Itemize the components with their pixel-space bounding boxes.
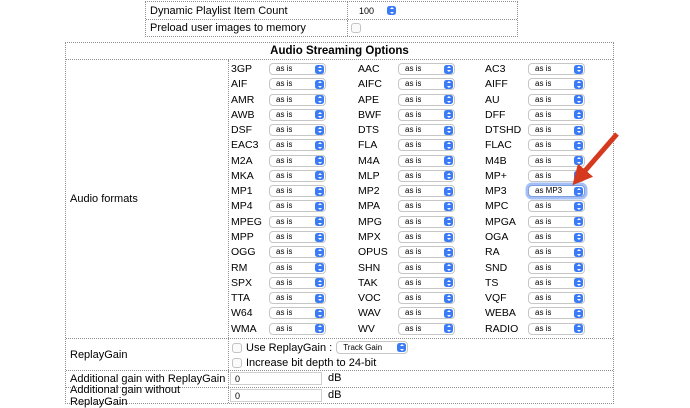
select-value: as is: [405, 64, 422, 73]
format-select-VOC[interactable]: [398, 292, 455, 304]
stepper-icon: [315, 217, 324, 226]
stepper-icon: [444, 233, 453, 242]
stepper-icon: [574, 233, 583, 242]
format-label-APE: APE: [358, 93, 380, 106]
stepper-icon: [315, 202, 324, 211]
select-value: as is: [535, 262, 552, 272]
select-value: as is: [535, 247, 552, 257]
format-select-AIFF[interactable]: [528, 78, 585, 90]
format-select-APE[interactable]: [398, 94, 455, 106]
format-label-OGA: OGA: [485, 231, 509, 244]
format-select-AWB[interactable]: [269, 109, 326, 121]
format-label-WMA: WMA: [231, 322, 257, 335]
select-value: as is: [405, 323, 422, 333]
stepper-icon: [444, 309, 453, 318]
select-value: as is: [405, 155, 422, 165]
audio-formats-row: [66, 60, 613, 338]
use-replaygain-label: Use ReplayGain :: [246, 341, 333, 354]
select-value: as is: [405, 140, 422, 150]
select-value: as is: [535, 79, 552, 89]
format-label-WAV: WAV: [358, 307, 381, 320]
format-select-BWF[interactable]: [398, 109, 455, 121]
format-label-DSF: DSF: [231, 124, 252, 137]
stepper-icon: [574, 294, 583, 303]
stepper-icon: [397, 343, 406, 352]
stepper-icon: [444, 80, 453, 89]
stepper-icon: [574, 248, 583, 257]
format-label-MPC: MPC: [485, 200, 509, 213]
format-label-VOC: VOC: [358, 292, 381, 305]
format-select-OPUS[interactable]: [398, 246, 455, 258]
setting-label: Preload user images to memory: [146, 20, 348, 36]
gain-with-input[interactable]: [230, 372, 322, 385]
gain-row-label: Additional gain without ReplayGain: [66, 388, 229, 403]
stepper-icon: [315, 248, 324, 257]
format-select-WMA[interactable]: [269, 323, 326, 335]
format-select-M4B[interactable]: [528, 155, 585, 167]
format-label-MP3: MP3: [485, 185, 507, 198]
select-value: as is: [276, 293, 293, 303]
format-select-AIF[interactable]: [269, 78, 326, 90]
audio-streaming-options-table: [65, 42, 614, 408]
format-row: [229, 322, 613, 337]
bitdepth-label: Increase bit depth to 24-bit: [246, 356, 377, 369]
format-label-AAC: AAC: [358, 63, 380, 75]
select-value: as is: [405, 170, 422, 180]
format-label-AIF: AIF: [231, 78, 248, 91]
stepper-icon: [315, 65, 324, 74]
format-select-RA[interactable]: [528, 246, 585, 258]
use-replaygain-checkbox[interactable]: [232, 343, 242, 353]
playlist-settings-table: [145, 1, 518, 37]
format-select-MLP[interactable]: [398, 170, 455, 182]
stepper-icon: [574, 126, 583, 135]
select-value: as is: [405, 308, 422, 318]
format-row: [229, 291, 613, 306]
format-select-TS[interactable]: [528, 277, 585, 289]
format-select-AIFC[interactable]: [398, 78, 455, 90]
stepper-icon: [315, 294, 324, 303]
select-value: as is: [535, 232, 552, 242]
format-select-WEBA[interactable]: [528, 307, 585, 319]
format-row: [229, 276, 613, 291]
stepper-icon: [444, 248, 453, 257]
format-select-DTSHD[interactable]: [528, 124, 585, 136]
format-select-M4A[interactable]: [398, 155, 455, 167]
format-row: [229, 138, 613, 153]
format-label-MPX: MPX: [358, 231, 381, 244]
format-label-FLA: FLA: [358, 139, 378, 152]
preload-images-checkbox[interactable]: [351, 23, 361, 33]
stepper-icon: [444, 187, 453, 196]
select-value: as is: [405, 186, 422, 196]
format-select-MPG[interactable]: [398, 216, 455, 228]
select-value: as is: [405, 277, 422, 287]
format-select-SPX[interactable]: [269, 277, 326, 289]
stepper-icon: [315, 95, 324, 104]
format-label-MPEG: MPEG: [231, 215, 262, 228]
select-value: as is: [405, 94, 422, 104]
bitdepth-checkbox[interactable]: [232, 358, 242, 368]
select-value: as is: [276, 201, 293, 211]
select-value: as is: [276, 155, 293, 165]
format-row: [229, 230, 613, 245]
format-select-MP3[interactable]: [528, 185, 585, 197]
format-select-M2A[interactable]: [269, 155, 326, 167]
stepper-icon: [574, 110, 583, 119]
format-select-MP+[interactable]: [528, 170, 585, 182]
select-value: as is: [405, 247, 422, 257]
stepper-icon: [315, 233, 324, 242]
format-select-MPP[interactable]: [269, 231, 326, 243]
format-select-MPA[interactable]: [398, 200, 455, 212]
stepper-icon: [315, 324, 324, 333]
select-value: as is: [535, 293, 552, 303]
stepper-icon: [574, 156, 583, 165]
select-value: as is: [276, 277, 293, 287]
format-select-MPGA[interactable]: [528, 216, 585, 228]
stepper-icon: [444, 126, 453, 135]
format-label-DTS: DTS: [358, 124, 379, 137]
setting-row-preload-images: [146, 19, 517, 36]
format-label-RADIO: RADIO: [485, 322, 519, 335]
format-label-RA: RA: [485, 246, 500, 259]
format-label-AC3: AC3: [485, 63, 506, 75]
format-label-FLAC: FLAC: [485, 139, 512, 152]
format-label-VQF: VQF: [485, 292, 507, 305]
format-row: [229, 215, 613, 230]
stepper-icon: [444, 65, 453, 74]
format-select-MPX[interactable]: [398, 231, 455, 243]
select-value: as is: [276, 216, 293, 226]
select-value: as is: [276, 64, 293, 73]
format-row: [229, 77, 613, 92]
stepper-icon: [574, 309, 583, 318]
replaygain-mode-select[interactable]: [336, 341, 408, 354]
format-row: [229, 154, 613, 169]
playlist-count-value: 100: [359, 5, 375, 16]
format-label-TAK: TAK: [358, 276, 378, 289]
format-label-EAC3: EAC3: [231, 139, 259, 152]
select-value: as is: [276, 109, 293, 119]
stepper-icon: [574, 141, 583, 150]
format-row: [229, 169, 613, 184]
stepper-icon: [444, 95, 453, 104]
format-label-M4A: M4A: [358, 154, 380, 167]
format-label-3GP: 3GP: [231, 63, 253, 75]
stepper-icon: [444, 171, 453, 180]
select-value: as is: [405, 262, 422, 272]
format-select-DSF[interactable]: [269, 124, 326, 136]
select-value: Track Gain: [343, 342, 383, 352]
format-select-MKA[interactable]: [269, 170, 326, 182]
format-select-MP2[interactable]: [398, 185, 455, 197]
stepper-icon: [444, 217, 453, 226]
select-value: as is: [276, 247, 293, 257]
format-select-AC3[interactable]: [528, 63, 585, 75]
format-row: [229, 93, 613, 108]
gain-without-replaygain-row: [66, 383, 613, 408]
format-row: [229, 108, 613, 123]
format-row: [229, 62, 613, 77]
format-label-SHN: SHN: [358, 261, 381, 274]
format-select-AMR[interactable]: [269, 94, 326, 106]
format-label-M2A: M2A: [231, 154, 253, 167]
stepper-icon: [574, 65, 583, 74]
stepper-icon: [315, 309, 324, 318]
format-label-BWF: BWF: [358, 108, 382, 121]
stepper-icon: [444, 141, 453, 150]
stepper-icon: [574, 217, 583, 226]
format-label-MP1: MP1: [231, 185, 253, 198]
select-value: as is: [276, 94, 293, 104]
stepper-icon: [315, 141, 324, 150]
format-select-AAC[interactable]: [398, 63, 455, 75]
replaygain-row: [66, 338, 613, 370]
setting-row-playlist-count: [146, 2, 517, 19]
stepper-icon: [315, 171, 324, 180]
format-select-MPC[interactable]: [528, 200, 585, 212]
select-value: as is: [535, 125, 552, 135]
format-label-MPP: MPP: [231, 231, 254, 244]
select-value: as is: [535, 308, 552, 318]
format-row: [229, 199, 613, 214]
format-select-MPEG[interactable]: [269, 216, 326, 228]
select-value: as is: [405, 109, 422, 119]
stepper-icon: [574, 187, 583, 196]
format-label-OPUS: OPUS: [358, 246, 388, 259]
stepper-icon: [315, 263, 324, 272]
setting-label: Dynamic Playlist Item Count: [146, 2, 348, 19]
select-value: as is: [405, 216, 422, 226]
select-value: as is: [276, 170, 293, 180]
stepper-icon: [574, 324, 583, 333]
format-label-AMR: AMR: [231, 93, 255, 106]
format-label-WEBA: WEBA: [485, 307, 516, 320]
section-header: Audio Streaming Options: [66, 43, 613, 60]
stepper-icon: [444, 278, 453, 287]
format-select-SHN[interactable]: [398, 262, 455, 274]
select-value: as MP3: [535, 186, 563, 196]
select-value: as is: [535, 170, 552, 180]
format-label-MP4: MP4: [231, 200, 253, 213]
select-value: as is: [535, 277, 552, 287]
format-label-OGG: OGG: [231, 246, 256, 259]
select-value: as is: [535, 140, 552, 150]
format-select-FLA[interactable]: [398, 139, 455, 151]
select-value: as is: [405, 232, 422, 242]
format-row: [229, 261, 613, 276]
stepper-icon: [315, 278, 324, 287]
format-label-AWB: AWB: [231, 108, 255, 121]
stepper-icon: [315, 110, 324, 119]
format-select-SND[interactable]: [528, 262, 585, 274]
stepper-icon: [574, 202, 583, 211]
stepper-icon: [444, 263, 453, 272]
format-select-RM[interactable]: [269, 262, 326, 274]
replaygain-label: ReplayGain: [66, 339, 229, 370]
unit-label: dB: [328, 389, 342, 401]
select-value: as is: [535, 94, 552, 104]
select-value: as is: [405, 125, 422, 135]
format-label-MKA: MKA: [231, 169, 254, 182]
stepper-icon: [315, 80, 324, 89]
select-value: as is: [276, 140, 293, 150]
format-select-FLAC[interactable]: [528, 139, 585, 151]
format-row: [229, 245, 613, 260]
format-label-MP2: MP2: [358, 185, 380, 198]
format-select-TAK[interactable]: [398, 277, 455, 289]
format-label-AU: AU: [485, 93, 500, 106]
stepper-icon: [444, 110, 453, 119]
stepper-icon: [315, 156, 324, 165]
select-value: as is: [276, 262, 293, 272]
format-row: [229, 306, 613, 321]
format-select-MP1[interactable]: [269, 185, 326, 197]
format-select-DTS[interactable]: [398, 124, 455, 136]
select-value: as is: [535, 64, 552, 73]
format-label-DTSHD: DTSHD: [485, 124, 522, 137]
format-select-W64[interactable]: [269, 307, 326, 319]
stepper-icon: [315, 126, 324, 135]
select-value: as is: [405, 79, 422, 89]
select-value: as is: [535, 155, 552, 165]
format-label-TTA: TTA: [231, 292, 251, 305]
select-value: as is: [276, 79, 293, 89]
select-value: as is: [276, 323, 293, 333]
gain-without-input[interactable]: [230, 389, 322, 402]
format-label-DFF: DFF: [485, 108, 506, 121]
format-select-OGA[interactable]: [528, 231, 585, 243]
format-label-MPGA: MPGA: [485, 215, 516, 228]
select-value: as is: [535, 109, 552, 119]
stepper-icon: [444, 294, 453, 303]
unit-label: dB: [328, 372, 342, 384]
stepper-icon: [574, 171, 583, 180]
format-select-WAV[interactable]: [398, 307, 455, 319]
format-select-AU[interactable]: [528, 94, 585, 106]
select-value: as is: [276, 308, 293, 318]
format-label-SND: SND: [485, 261, 508, 274]
stepper-icon: [574, 278, 583, 287]
format-label-MPA: MPA: [358, 200, 380, 213]
stepper-icon[interactable]: [387, 6, 396, 15]
format-label-M4B: M4B: [485, 154, 507, 167]
stepper-icon: [444, 202, 453, 211]
format-label-WV: WV: [358, 322, 375, 335]
format-label-W64: W64: [231, 307, 253, 320]
format-select-RADIO[interactable]: [528, 323, 585, 335]
format-select-TTA[interactable]: [269, 292, 326, 304]
format-select-DFF[interactable]: [528, 109, 585, 121]
format-row: [229, 184, 613, 199]
stepper-icon: [574, 95, 583, 104]
select-value: as is: [276, 186, 293, 196]
format-label-AIFF: AIFF: [485, 78, 508, 91]
stepper-icon: [444, 324, 453, 333]
format-grid: [229, 60, 613, 337]
select-value: as is: [405, 293, 422, 303]
format-select-WV[interactable]: [398, 323, 455, 335]
select-value: as is: [535, 216, 552, 226]
select-value: as is: [276, 125, 293, 135]
format-select-3GP[interactable]: [269, 63, 326, 75]
select-value: as is: [405, 201, 422, 211]
select-value: as is: [535, 323, 552, 333]
format-row: [229, 123, 613, 138]
format-select-VQF[interactable]: [528, 292, 585, 304]
format-label-RM: RM: [231, 261, 248, 274]
format-label-TS: TS: [485, 276, 499, 289]
format-select-OGG[interactable]: [269, 246, 326, 258]
format-select-MP4[interactable]: [269, 200, 326, 212]
format-label-AIFC: AIFC: [358, 78, 382, 91]
stepper-icon: [574, 80, 583, 89]
stepper-icon: [444, 156, 453, 165]
select-value: as is: [276, 232, 293, 242]
select-value: as is: [535, 201, 552, 211]
gain-row-label: Additional gain with ReplayGain: [66, 371, 229, 387]
format-label-MLP: MLP: [358, 169, 380, 182]
format-select-EAC3[interactable]: [269, 139, 326, 151]
format-label-MPG: MPG: [358, 215, 382, 228]
audio-formats-label: Audio formats: [66, 60, 229, 338]
stepper-icon: [574, 263, 583, 272]
stepper-icon: [315, 187, 324, 196]
format-label-MP+: MP+: [485, 169, 507, 182]
format-label-SPX: SPX: [231, 276, 253, 289]
